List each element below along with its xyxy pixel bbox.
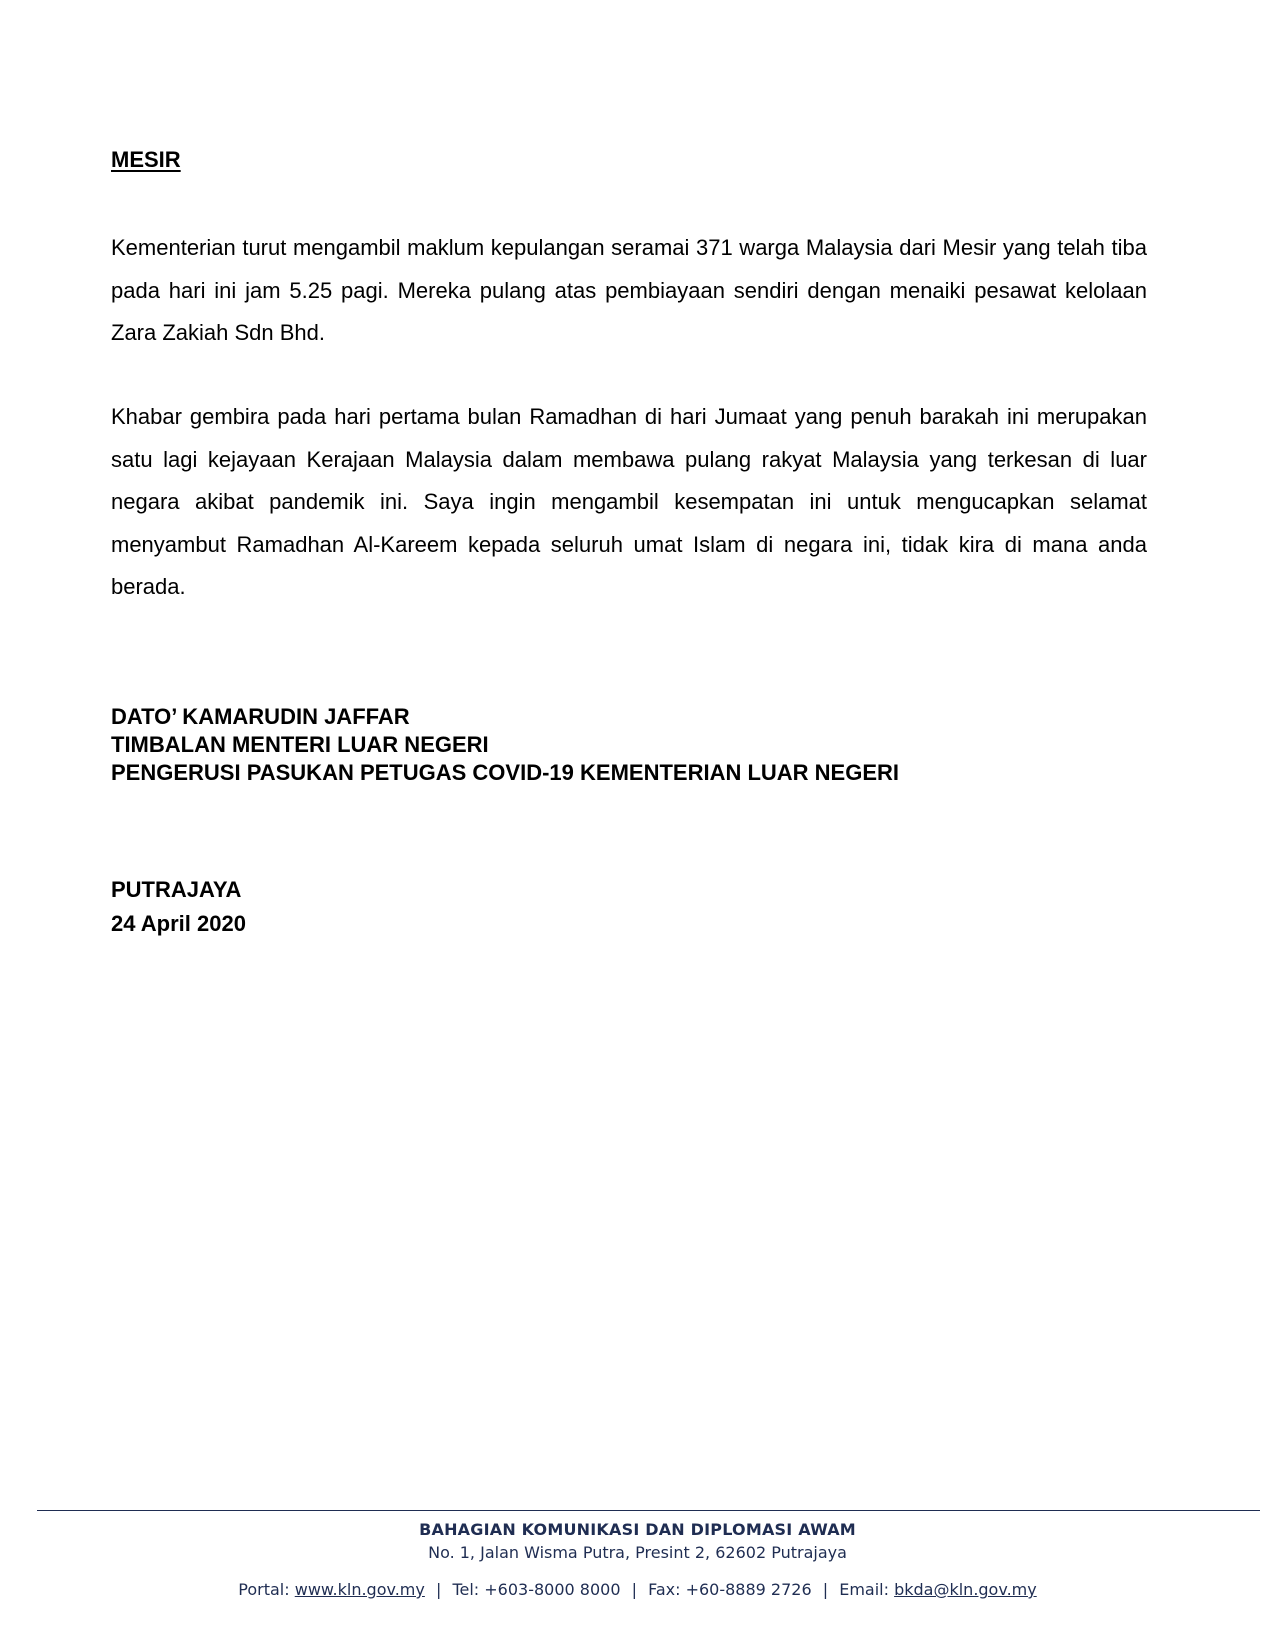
footer-address: No. 1, Jalan Wisma Putra, Presint 2, 62602 Putrajaya — [428, 1543, 847, 1562]
email-link[interactable]: bkda@kln.gov.my — [894, 1580, 1037, 1599]
footer — [0, 1518, 1275, 1601]
portal-link[interactable]: www.kln.gov.my — [294, 1580, 425, 1599]
separator: | — [631, 1580, 637, 1599]
portal-label: Portal: — [238, 1580, 290, 1599]
email-label: Email: — [839, 1580, 889, 1599]
signatory-title-1: TIMBALAN MENTERI LUAR NEGERI — [111, 732, 489, 757]
paragraph-1: Kementerian turut mengambil maklum kepulangan seramai 371 warga Malaysia dari Mesir yang telah tiba pada hari ini jam 5.25 pagi. Mereka pulang atas pembiayaan sendiri dengan menaiki pesawat kelolaan Zara Zakiah Sdn Bhd. — [111, 235, 1147, 345]
footer-contact-line — [0, 1578, 1275, 1601]
place: PUTRAJAYA — [111, 877, 242, 902]
telephone: Tel: +603-8000 8000 — [452, 1580, 621, 1599]
footer-divider — [37, 1510, 1260, 1511]
fax: Fax: +60-8889 2726 — [648, 1580, 812, 1599]
place-date-block — [111, 873, 246, 941]
section-heading: MESIR — [111, 147, 181, 172]
signature-block — [111, 703, 899, 787]
date: 24 April 2020 — [111, 911, 246, 936]
signatory-title-2: PENGERUSI PASUKAN PETUGAS COVID-19 KEMENTERIAN LUAR NEGERI — [111, 760, 900, 785]
footer-organization: BAHAGIAN KOMUNIKASI DAN DIPLOMASI AWAM — [419, 1520, 856, 1539]
paragraph-2: Khabar gembira pada hari pertama bulan Ramadhan di hari Jumaat yang penuh barakah ini merupakan satu lagi kejayaan Kerajaan Malaysia dalam membawa pulang rakyat Malaysia yang terkesan di luar negara akibat pandemik ini. Saya ingin mengambil kesempatan ini untuk mengucapkan selamat menyambut Ramadhan Al-Kareem kepada seluruh umat Islam di negara ini, tidak kira di mana anda berada. — [111, 404, 1147, 599]
separator: | — [435, 1580, 442, 1599]
separator: | — [822, 1580, 829, 1599]
signatory-name: DATO’ KAMARUDIN JAFFAR — [111, 704, 410, 729]
